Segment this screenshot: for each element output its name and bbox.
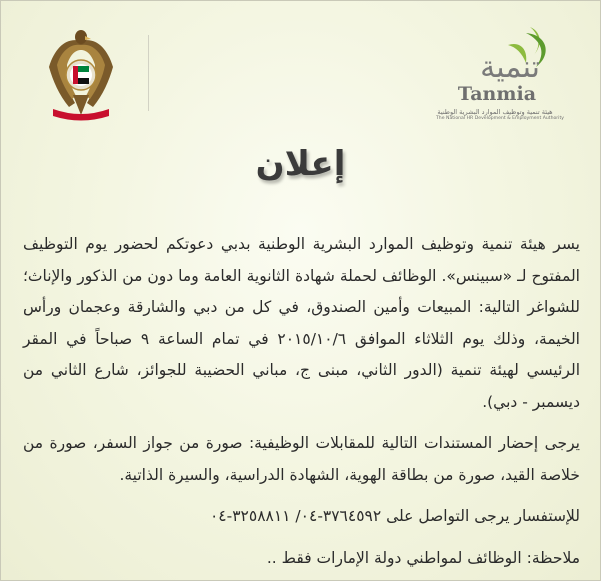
uae-emblem-icon bbox=[45, 23, 117, 123]
header-divider bbox=[148, 35, 149, 111]
announcement-title: إعلان bbox=[255, 144, 346, 184]
documents-paragraph: يرجى إحضار المستندات التالية للمقابلات الوظيفية: صورة من جواز السفر، صورة من خلاصة القيد، صورة من بطاقة الهوية، الشهادة الدراسية، والسيرة الذاتية. bbox=[23, 434, 580, 484]
logo-arabic-subtitle: هيئة تنمية وتوظيف الموارد البشرية الوطنية bbox=[437, 108, 553, 116]
logo-english-name: Tanmia bbox=[457, 83, 536, 105]
announcement-body bbox=[23, 229, 580, 581]
contact-paragraph: للإستفسار يرجى التواصل على ٣٧٦٤٥٩٢-٠٤/ ٣٢٥٨٨١١-٠٤ bbox=[209, 507, 580, 525]
logo-arabic-name: تنمية bbox=[480, 50, 540, 85]
tanmia-logo bbox=[434, 23, 564, 123]
logo-english-subtitle: The National HR Development & Employment Authority bbox=[436, 116, 564, 121]
invitation-paragraph: يسر هيئة تنمية وتوظيف الموارد البشرية الوطنية بدبي دعوتكم لحضور يوم التوظيف المفتوح لـ «سبينس». الوظائف لحملة شهادة الثانوية العامة وما دون من الذكور والإناث؛ للشواغر التالية: المبيعات وأمين الصندوق، في كل من دبي والشارقة وعجمان ورأس الخيمة، وذلك يوم الثلاثاء الموافق ٢٠١٥/١٠/٦ في تمام الساعة ٩ صباحاً في المقر الرئيسي لهيئة تنمية (الدور الثاني، مبنى ج، مباني الحضيبة للجوائز، شارع الثاني من ديسمبر - دبي). bbox=[23, 235, 580, 411]
note-paragraph: ملاحظة: الوظائف لمواطني دولة الإمارات فقط .. bbox=[266, 548, 580, 567]
